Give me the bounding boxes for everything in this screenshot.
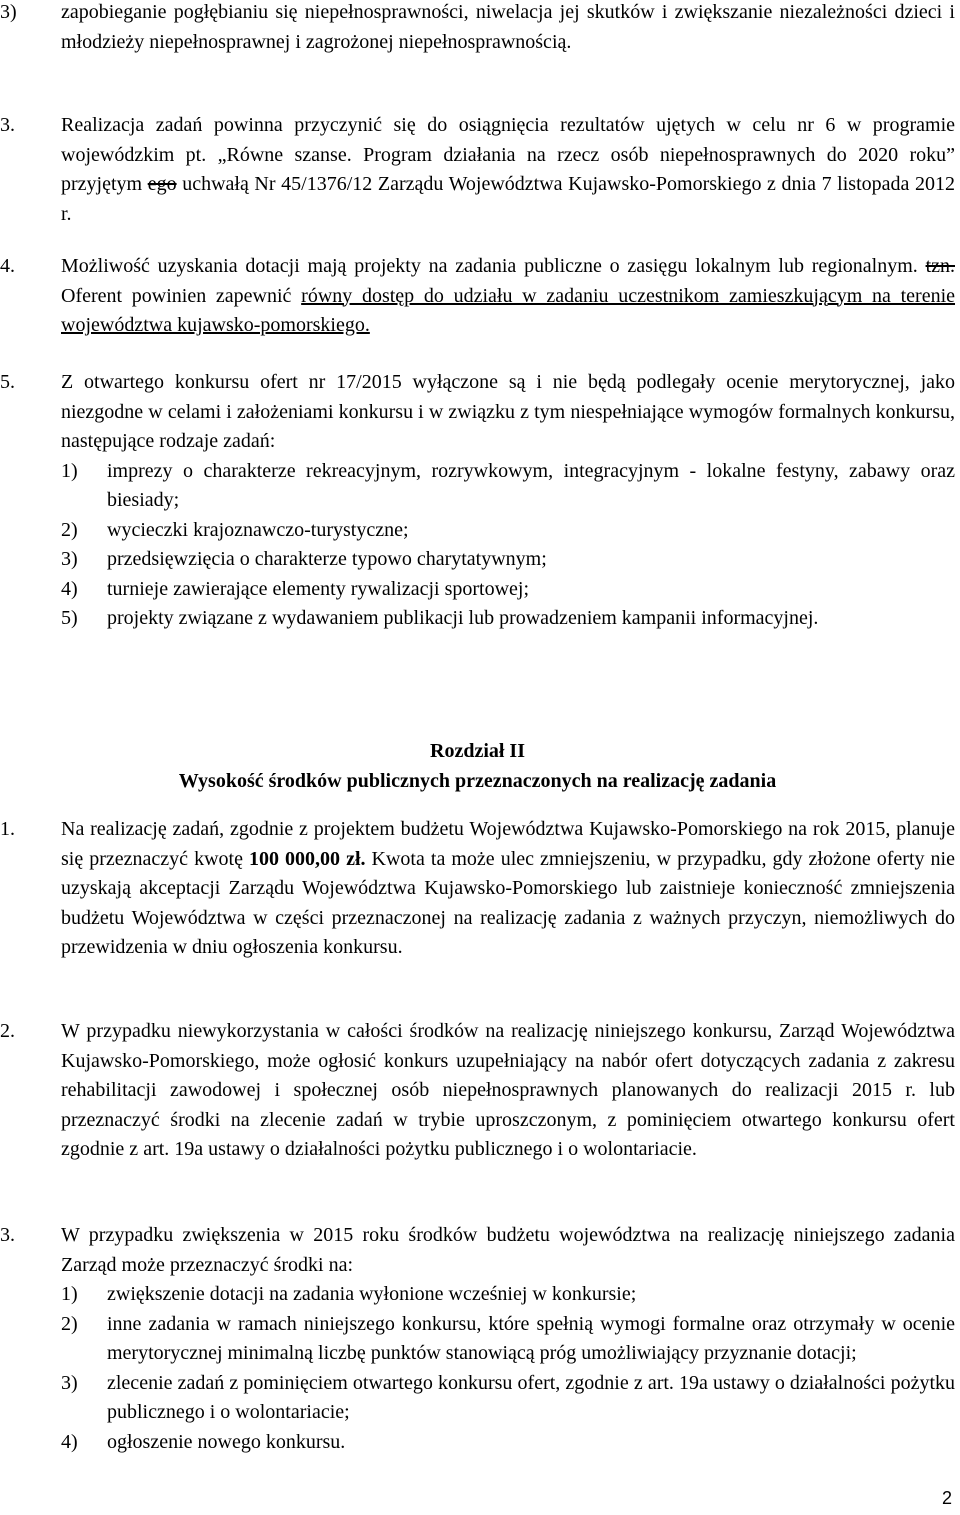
list-number: 4) bbox=[61, 1430, 78, 1453]
sub-list bbox=[61, 457, 955, 634]
program-title: „Równe szanse. Program działania na rzecz osób niepełnosprawnych do 2020 roku” bbox=[217, 143, 955, 166]
text-span: Realizacja zadań powinna przyczynić się do osiągnięcia rezultatów ujętych w celu nr 6 w programie wojewódzkim pt. bbox=[61, 114, 955, 166]
struck-text: tzn. bbox=[925, 255, 955, 277]
chapter-label: Rozdział II bbox=[430, 740, 525, 762]
list-number: 3) bbox=[61, 1371, 78, 1394]
text-span: Oferent powinien zapewnić bbox=[61, 284, 302, 307]
list-number: 1) bbox=[61, 1283, 78, 1305]
list-item bbox=[61, 604, 955, 634]
list-number: 5) bbox=[61, 607, 78, 629]
struck-text: ego bbox=[147, 173, 177, 195]
list-text: wycieczki krajoznawczo-turystyczne; bbox=[107, 518, 409, 541]
list-text: imprezy o charakterze rekreacyjnym, rozrywkowym, integracyjnym - lokalne festyny, zabawy oraz biesiady; bbox=[107, 459, 955, 511]
list-item bbox=[61, 516, 955, 546]
list-number: 4) bbox=[61, 577, 78, 600]
list-item bbox=[61, 1280, 955, 1310]
list-number: 2) bbox=[61, 1312, 78, 1335]
list-number: 1) bbox=[61, 459, 78, 482]
list-number: 2) bbox=[61, 518, 78, 541]
paragraph-number: 1. bbox=[0, 818, 15, 840]
chapter-paragraph-1 bbox=[0, 815, 955, 963]
list-text: zapobieganie pogłębianiu się niepełnosprawności, niwelacja jej skutków i zwiększanie niezależności dzieci i młodzieży niepełnosprawnej i zagrożonej niepełnosprawnością. bbox=[61, 1, 955, 53]
text-span: Kwota ta może ulec zmniejszeniu, w przypadku, gdy złożone oferty nie uzyskają akceptacji Zarządu Województwa Kujawsko-Pomorskiego lub zaistnieje konieczność zmniejszenia budżetu Województwa w części przeznaczonej na realizację zadania z ważnych przyczyn, niemożliwych do przewidzenia w dniu ogłoszenia konkursu. bbox=[61, 847, 955, 958]
list-item bbox=[61, 1369, 955, 1428]
list-item bbox=[61, 575, 955, 605]
list-item bbox=[61, 1428, 955, 1458]
chapter-title: Wysokość środków publicznych przeznaczonych na realizację zadania bbox=[178, 770, 777, 792]
chapter-paragraph-3 bbox=[0, 1221, 955, 1457]
paragraph-text: Z otwartego konkursu ofert nr 17/2015 wyłączone są i nie będą podlegały ocenie merytorycznej, jako niezgodne w celami i założeniami konkursu i w związku z tym niespełniające wymogów formalnych konkursu, następujące rodzaje zadań: bbox=[61, 371, 955, 452]
paragraph-number: 5. bbox=[0, 371, 15, 393]
list-item bbox=[61, 545, 955, 575]
list-item bbox=[61, 457, 955, 516]
underlined-text: równy dostęp do udziału w zadaniu uczestnikom zamieszkującym na terenie województwa kujawsko-pomorskiego. bbox=[61, 284, 955, 336]
text-span: Możliwość uzyskania dotacji mają projekty na zadania publiczne o zasięgu lokalnym lub regionalnym. bbox=[61, 255, 926, 277]
paragraph-text bbox=[61, 111, 955, 229]
paragraph-number: 3. bbox=[0, 1224, 15, 1246]
page-number: 2 bbox=[941, 1488, 952, 1508]
text-span: uchwałą Nr 45/1376/12 Zarządu Województwa Kujawsko-Pomorskiego z dnia 7 listopada 2012 r. bbox=[61, 173, 955, 225]
list-item bbox=[61, 1310, 955, 1369]
paragraph-number: 3. bbox=[0, 114, 15, 136]
chapter-paragraph-2 bbox=[0, 1017, 955, 1165]
list-item bbox=[0, 0, 955, 57]
list-number: 3) bbox=[61, 548, 78, 570]
paragraph-3 bbox=[0, 111, 955, 229]
paragraph-text: W przypadku niewykorzystania w całości środków na realizację niniejszego konkursu, Zarząd Województwa Kujawsko-Pomorskiego, może ogłosić konkurs uzupełniający na nabór ofert dotyczących zadania z zakresu rehabilitacji zawodowej i społecznej osób niepełnosprawnych planowanych do realizacji 2015 r. lub przeznaczyć środki na zlecenie zadań w trybie uproszczonym, z pominięciem otwartego konkursu ofert zgodnie z art. 19a ustawy o działalności pożytku publicznego i o wolontariacie. bbox=[61, 1020, 955, 1160]
list-text: projekty związane z wydawaniem publikacji lub prowadzeniem kampanii informacyjnej. bbox=[107, 607, 819, 629]
text-span: Na realizację zadań, zgodnie z projektem budżetu Województwa Kujawsko-Pomorskiego na rok 2015, planuje się przeznaczyć kwotę bbox=[61, 818, 955, 870]
list-text: przedsięwzięcia o charakterze typowo charytatywnym; bbox=[107, 548, 547, 570]
paragraph-number: 2. bbox=[0, 1020, 15, 1042]
paragraph-text bbox=[61, 252, 955, 341]
paragraph-4 bbox=[0, 252, 955, 341]
paragraph-5 bbox=[0, 368, 955, 634]
amount: 100 000,00 zł. bbox=[249, 847, 366, 870]
sub-list bbox=[61, 1280, 955, 1457]
list-text: inne zadania w ramach niniejszego konkursu, które spełnią wymogi formalne oraz otrzymały w ocenie merytorycznej minimalną liczbę punktów stanowiącą próg umożliwiający przyznanie dotacji; bbox=[107, 1312, 955, 1364]
list-text: zwiększenie dotacji na zadania wyłonione wcześniej w konkursie; bbox=[107, 1283, 637, 1305]
list-text: ogłoszenie nowego konkursu. bbox=[107, 1430, 346, 1453]
list-text: turnieje zawierające elementy rywalizacji sportowej; bbox=[107, 577, 530, 600]
list-number: 3) bbox=[0, 1, 17, 23]
paragraph-text bbox=[61, 815, 955, 963]
text-span: przyjętym bbox=[61, 173, 148, 195]
list-text: zlecenie zadań z pominięciem otwartego konkursu ofert, zgodnie z art. 19a ustawy o działalności pożytku publicznego i o wolontariacie; bbox=[107, 1371, 955, 1423]
paragraph-number: 4. bbox=[0, 255, 15, 277]
paragraph-text: W przypadku zwiększenia w 2015 roku środków budżetu województwa na realizację niniejszego zadania Zarząd może przeznaczyć środki na: bbox=[61, 1224, 955, 1276]
